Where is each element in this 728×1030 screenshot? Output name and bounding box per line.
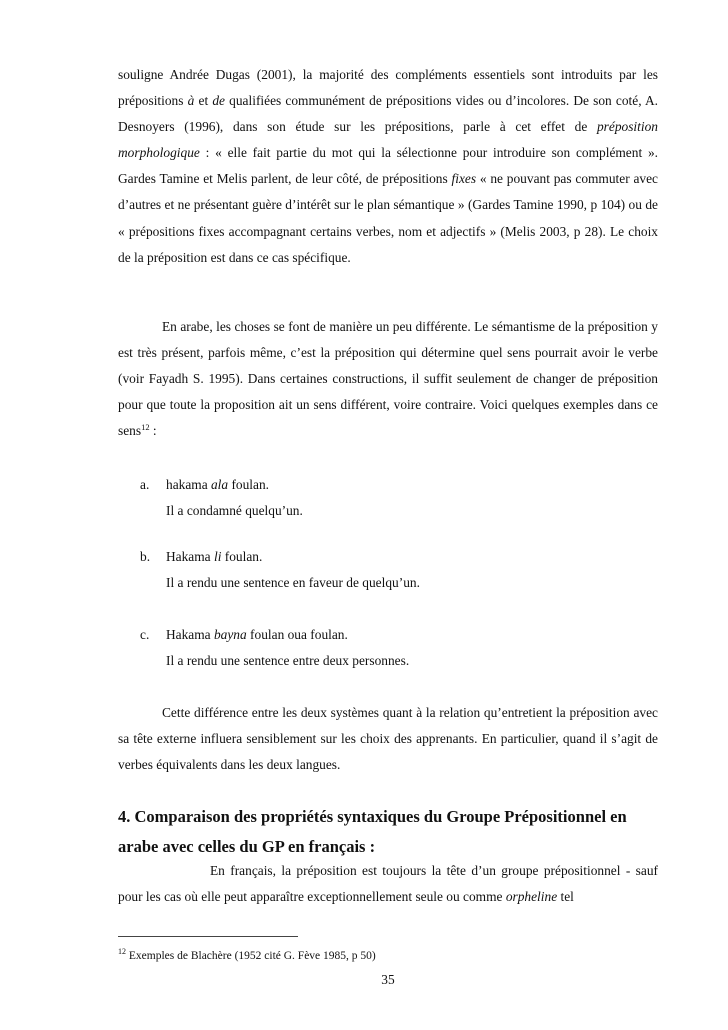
paragraph-2-block (118, 314, 658, 444)
paragraph-1-block (118, 62, 658, 271)
section-paragraph: En français, la préposition est toujours la tête d’un groupe prépositionnel - sauf pour les cas où elle peut apparaître exceptionnellement seule ou comme orpheline tel (118, 863, 658, 905)
example-translation: Il a rendu une sentence entre deux personnes. (166, 653, 410, 668)
paragraph-2: En arabe, les choses se font de manière un peu différente. Le sémantisme de la préposition y est très présent, parfois même, c’est la préposition qui détermine quel sens pourrait avoir le verbe (voir Fayadh S. 1995). Dans certaines constructions, il suffit seulement de changer de préposition pour que toute la proposition ait un sens différent, voire contraire. Voici quelques exemples dans ce sens$^{12}$ : (118, 319, 658, 439)
footnote: $^{12}$ Exemples de Blachère (1952 cité G. Fève 1985, p 50) (118, 947, 376, 962)
paragraph-1: souligne Andrée Dugas (2001), la majorité des compléments essentiels sont introduits par les prépositions à et de qualifiées communément de prépositions vides ou d’incolores. De son coté, A. Desnoyers (1996), dans son étude sur les prépositions, parle à cet effet de préposition morphologique : « elle fait partie du mot qui la sélectionne pour introduire son complément ». Gardes Tamine et Melis parlent, de leur côté, de prépositions fixes « ne pouvant pas commuter avec d’autres et ne présentant guère d’intérêt sur le plan sémantique » (Gardes Tamine 1990, p 104) ou de « prépositions fixes accompagnant certains verbes, nom et adjectifs » (Melis 2003, p 28). Le choix de la préposition est dans ce cas spécifique. (118, 67, 659, 265)
footnote-divider (118, 936, 298, 937)
list-item: b. Hakama li foulan. Il a rendu une sentence en faveur de quelqu’un. (140, 544, 640, 596)
list-item: c. Hakama bayna foulan oua foulan. Il a rendu une sentence entre deux personnes. (140, 622, 640, 674)
page-number: 35 (381, 972, 395, 987)
footnote-ref: 12 (141, 422, 150, 433)
paragraph-3-block (118, 700, 658, 778)
section-4-block (118, 802, 658, 910)
list-item: a. hakama ala foulan. Il a condamné quelqu’un. (140, 472, 640, 524)
example-translation: Il a rendu une sentence en faveur de quelqu’un. (166, 575, 420, 590)
paragraph-3: Cette différence entre les deux systèmes quant à la relation qu’entretient la préposition avec sa tête externe influera sensiblement sur les choix des apprenants. En particulier, quand il s’agit de verbes équivalents dans les deux langues. (118, 705, 658, 773)
example-translation: Il a condamné quelqu’un. (166, 503, 303, 518)
section-heading: 4. Comparaison des propriétés syntaxiques du Groupe Prépositionnel en arabe avec celles du GP en français : (118, 807, 627, 856)
